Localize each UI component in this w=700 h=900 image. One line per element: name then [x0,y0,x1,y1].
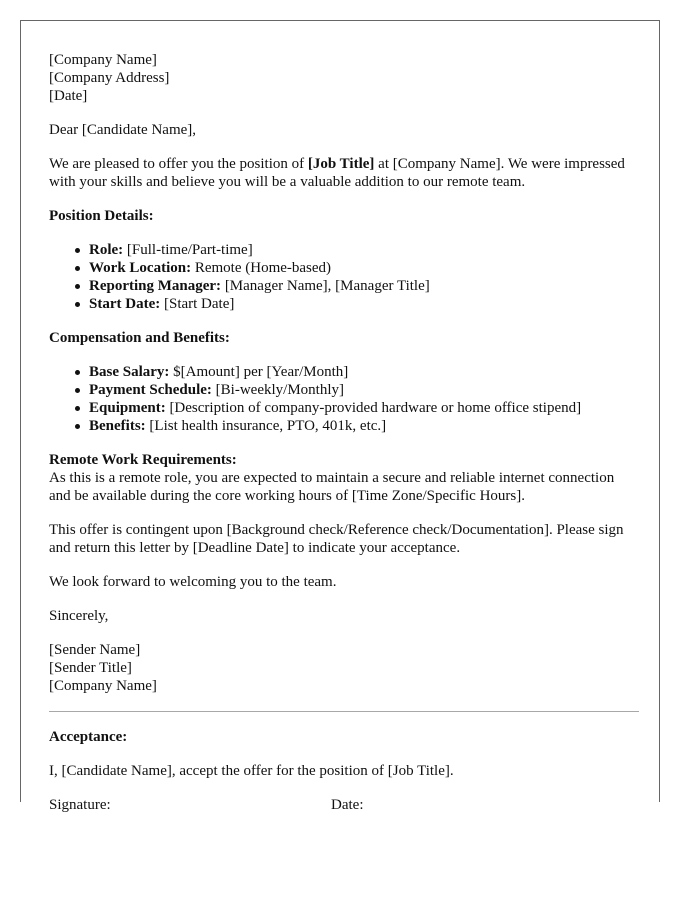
item-value: [Full-time/Part-time] [123,242,253,258]
intro-job-title: [Job Title] [307,156,375,172]
list-item [89,277,639,295]
acceptance-statement: I, [Candidate Name], accept the offer for the position of [Job Title]. [49,763,454,779]
item-value: [Start Date] [160,296,235,312]
signature-label: Signature: [49,797,111,813]
sender-name: [Sender Name] [49,642,141,658]
contingency-paragraph: This offer is contingent upon [Background check/Reference check/Documentation]. Please sign and return this letter by [Deadline Date] to indicate your acceptance. [49,522,624,556]
intro-paragraph [49,155,639,191]
list-item [89,399,639,417]
closing-line: We look forward to welcoming you to the team. [49,574,337,590]
section-divider [49,711,639,712]
item-label: Reporting Manager: [89,278,222,294]
remote-requirements-text: As this is a remote role, you are expected to maintain a secure and reliable internet connection and be available during the core working hours of [Time Zone/Specific Hours]. [49,470,615,504]
list-item [89,417,639,435]
position-details-heading: Position Details: [49,208,154,224]
list-item [89,259,639,277]
list-item [89,363,639,381]
intro-text-start: We are pleased to offer you the position of [49,156,308,172]
sign-off: Sincerely, [49,608,109,624]
item-value: [List health insurance, PTO, 401k, etc.] [145,418,387,434]
compensation-heading: Compensation and Benefits: [49,330,230,346]
item-label: Benefits: [89,418,146,434]
intro-text-end: at [Company Name]. We were impressed with your skills and believe you will be a valuable addition to our remote team. [49,156,625,190]
compensation-list [49,363,639,435]
list-item [89,381,639,399]
item-value: Remote (Home-based) [191,260,332,276]
acceptance-heading: Acceptance: [49,729,128,745]
sender-company: [Company Name] [49,678,157,694]
remote-requirements-heading: Remote Work Requirements: [49,452,237,468]
list-item [89,295,639,313]
position-details-list [49,241,639,313]
date-label: Date: [331,797,364,813]
sender-title: [Sender Title] [49,660,132,676]
item-value: $[Amount] per [Year/Month] [169,364,349,380]
letter-date: [Date] [49,88,88,104]
sender-block [49,641,639,695]
item-label: Start Date: [89,296,161,312]
item-label: Payment Schedule: [89,382,212,398]
item-value: [Bi-weekly/Monthly] [211,382,344,398]
item-label: Work Location: [89,260,192,276]
list-item [89,241,639,259]
signature-row [49,796,639,814]
item-label: Role: [89,242,124,258]
item-value: [Description of company-provided hardware or home office stipend] [165,400,582,416]
item-value: [Manager Name], [Manager Title] [221,278,430,294]
item-label: Base Salary: [89,364,170,380]
item-label: Equipment: [89,400,166,416]
salutation: Dear [Candidate Name], [49,122,197,138]
letter-page [20,20,660,813]
company-name: [Company Name] [49,52,157,68]
company-address: [Company Address] [49,70,170,86]
letter-content [49,51,639,814]
letterhead [49,51,639,105]
